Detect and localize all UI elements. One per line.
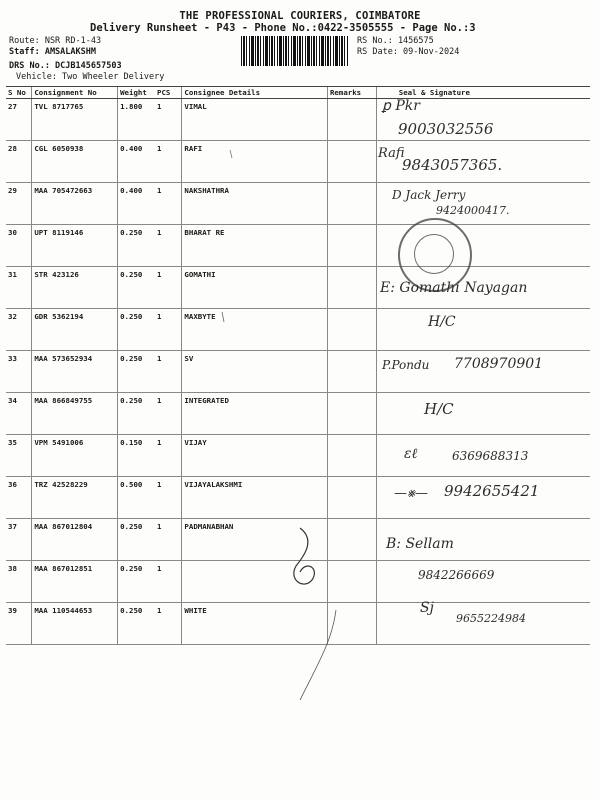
scribble-stroke (300, 610, 336, 700)
row-sno: 36 (6, 477, 32, 519)
col-consignment: Consignment No (32, 87, 118, 99)
row-pcs: 1 (155, 477, 182, 519)
row-consignee: RAFI (182, 141, 328, 183)
row-pcs: 1 (155, 519, 182, 561)
scribble-ring (294, 528, 315, 584)
handwritten-name-28: Rafi (378, 146, 405, 161)
row-consignee: PADMANABHAN (182, 519, 328, 561)
sig-39-mark: Sj (420, 600, 434, 616)
row-pcs: 1 (155, 561, 182, 603)
sig-27-mark: ꝑ Pkr (382, 98, 420, 114)
row-sno: 37 (6, 519, 32, 561)
handwritten-phone-39: 9655224984 (456, 612, 526, 625)
handwritten-phone-28: 9843057365. (402, 156, 503, 174)
rs-date: RS Date: 09-Nov-2024 (357, 47, 460, 57)
row-consignee: WHITE (182, 603, 328, 645)
row-pcs: 1 (155, 141, 182, 183)
row-sno: 39 (6, 603, 32, 645)
row-consignee: VIMAL (182, 99, 328, 141)
row-sno: 38 (6, 561, 32, 603)
sig-35-mark: ɛℓ (404, 446, 418, 462)
row-consignment-no: MAA 110544653 (32, 603, 118, 645)
row-consignment-no: TRZ 42528229 (32, 477, 118, 519)
row-pcs: 1 (155, 351, 182, 393)
row-pcs: 1 (155, 183, 182, 225)
row-weight: 0.400 (118, 183, 155, 225)
handwritten-name-33: P.Pondu (382, 358, 430, 372)
drs-number: DRS No.: DCJB145657503 (9, 61, 122, 71)
row-pcs: 1 (155, 393, 182, 435)
scribble-tick-32 (222, 312, 224, 322)
row-weight: 0.250 (118, 561, 155, 603)
row-weight: 0.250 (118, 309, 155, 351)
row-weight: 0.250 (118, 519, 155, 561)
scribble-tick-28 (230, 150, 232, 158)
col-weight: Weight (118, 87, 155, 99)
row-consignee: VIJAYALAKSHMI (182, 477, 328, 519)
row-sno: 35 (6, 435, 32, 477)
row-consignee: MAXBYTE (182, 309, 328, 351)
handwritten-phone-33: 7708970901 (454, 356, 544, 372)
row-weight: 0.150 (118, 435, 155, 477)
col-sno: S No (6, 87, 32, 99)
row-consignment-no: STR 423126 (32, 267, 118, 309)
row-sno: 34 (6, 393, 32, 435)
handwritten-hc-34: H/C (424, 400, 454, 418)
row-consignment-no: TVL 8717765 (32, 99, 118, 141)
row-weight: 0.250 (118, 351, 155, 393)
row-sno: 31 (6, 267, 32, 309)
row-consignment-no: MAA 573652934 (32, 351, 118, 393)
row-sno: 28 (6, 141, 32, 183)
vehicle-label: Vehicle: Two Wheeler Delivery (16, 72, 165, 82)
row-consignment-no: VPM 5491006 (32, 435, 118, 477)
row-sno: 27 (6, 99, 32, 141)
row-consignee: INTEGRATED (182, 393, 328, 435)
row-pcs: 1 (155, 99, 182, 141)
row-sno: 33 (6, 351, 32, 393)
row-consignee: VIJAY (182, 435, 328, 477)
runsheet-subtitle: Delivery Runsheet - P43 - Phone No.:0422-3505555 - Page No.:3 (90, 22, 476, 34)
handwritten-name-31: E: Gomathi Nayagan (380, 280, 528, 296)
row-sno: 30 (6, 225, 32, 267)
handwritten-phone-27: 9003032556 (398, 120, 494, 138)
col-remarks: Remarks (327, 87, 376, 99)
row-weight: 0.250 (118, 603, 155, 645)
row-weight: 0.400 (118, 141, 155, 183)
sig-36-mark: —⨳— (394, 486, 429, 501)
handwritten-phone-36: 9942655421 (444, 482, 540, 500)
row-pcs: 1 (155, 225, 182, 267)
handwritten-hc-32: H/C (428, 314, 456, 330)
row-consignment-no: CGL 6050938 (32, 141, 118, 183)
staff-label: Staff: AMSALAKSHM (9, 47, 96, 57)
row-consignment-no: MAA 705472663 (32, 183, 118, 225)
row-weight: 0.250 (118, 225, 155, 267)
row-consignment-no: UPT 8119146 (32, 225, 118, 267)
row-weight: 0.250 (118, 393, 155, 435)
row-consignment-no: MAA 867012804 (32, 519, 118, 561)
row-consignee: NAKSHATHRA (182, 183, 328, 225)
handwritten-phone-38: 9842266669 (418, 568, 495, 582)
row-consignee: BHARAT RE (182, 225, 328, 267)
row-weight: 0.250 (118, 267, 155, 309)
row-sno: 32 (6, 309, 32, 351)
row-pcs: 1 (155, 309, 182, 351)
route-label: Route: NSR RD-1-43 (9, 36, 102, 46)
row-consignee: SV (182, 351, 328, 393)
handwritten-name-37: B: Sellam (386, 536, 454, 552)
rs-number: RS No.: 1456575 (357, 36, 434, 46)
col-consignee: Consignee Details (182, 87, 328, 99)
handwritten-phone-35: 6369688313 (452, 449, 529, 463)
row-pcs: 1 (155, 435, 182, 477)
row-weight: 0.500 (118, 477, 155, 519)
row-consignment-no: GDR 5362194 (32, 309, 118, 351)
row-consignment-no: MAA 867012851 (32, 561, 118, 603)
handwritten-name-29: D Jack Jerry (392, 188, 466, 202)
row-sno: 29 (6, 183, 32, 225)
col-pcs: PCS (155, 87, 182, 99)
row-weight: 1.800 (118, 99, 155, 141)
col-signature: Seal & Signature (376, 87, 590, 99)
row-pcs: 1 (155, 267, 182, 309)
row-consignment-no: MAA 866849755 (32, 393, 118, 435)
handwritten-phone-29: 9424000417. (436, 204, 510, 217)
row-consignee: GOMATHI (182, 267, 328, 309)
row-pcs: 1 (155, 603, 182, 645)
company-title: THE PROFESSIONAL COURIERS, COIMBATORE (179, 10, 421, 22)
